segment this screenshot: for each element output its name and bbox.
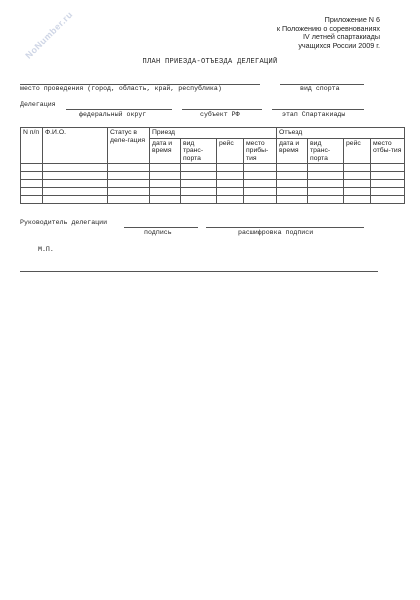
table-cell [244, 188, 277, 196]
table-cell [108, 180, 150, 188]
table-cell [21, 196, 43, 204]
stage-fill-line [272, 109, 364, 110]
table-cell [181, 164, 217, 172]
header-departure: Отъезд [277, 128, 405, 139]
table-cell [108, 164, 150, 172]
table-cell [244, 172, 277, 180]
appendix-line-1: Приложение N 6 [324, 15, 380, 24]
header-number: N п/п [21, 128, 43, 164]
table-cell [277, 172, 308, 180]
table-cell [308, 172, 344, 180]
table-cell [371, 196, 405, 204]
stamp-mark: М.П. [38, 246, 54, 253]
table-cell [217, 188, 244, 196]
table-cell [308, 180, 344, 188]
table-cell [43, 188, 108, 196]
header-departure-transport: вид транс-порта [308, 138, 344, 164]
bottom-divider [20, 271, 378, 272]
header-arrival-place: место прибы-тия [244, 138, 277, 164]
table-cell [217, 180, 244, 188]
table-cell [21, 172, 43, 180]
table-cell [277, 196, 308, 204]
table-cell [108, 196, 150, 204]
table-cell [344, 196, 371, 204]
table-cell [244, 164, 277, 172]
table-cell [150, 164, 181, 172]
table-cell [308, 196, 344, 204]
table-cell [150, 188, 181, 196]
header-status: Статус в деле-гация [108, 128, 150, 164]
subject-fill-line [182, 109, 262, 110]
signature-caption: подпись [144, 229, 172, 236]
table-cell [308, 188, 344, 196]
table-cell [217, 164, 244, 172]
federal-district-fill-line [66, 109, 172, 110]
appendix-note [200, 16, 380, 50]
table-cell [181, 172, 217, 180]
table-cell [150, 172, 181, 180]
sport-caption: вид спорта [300, 85, 340, 92]
table-cell [344, 172, 371, 180]
table-cell [277, 180, 308, 188]
document-title: ПЛАН ПРИЕЗДА-ОТЪЕЗДА ДЕЛЕГАЦИЙ [142, 58, 278, 66]
table-row [21, 164, 405, 172]
table-cell [308, 164, 344, 172]
header-arrival-date: дата и время [150, 138, 181, 164]
header-departure-place: место отбы-тия [371, 138, 405, 164]
table-cell [217, 172, 244, 180]
header-arrival-transport: вид транс-порта [181, 138, 217, 164]
table-cell [277, 188, 308, 196]
table-cell [277, 164, 308, 172]
table-row [21, 196, 405, 204]
table-cell [43, 196, 108, 204]
table-cell [21, 164, 43, 172]
table-header-row [21, 128, 405, 139]
table-cell [244, 180, 277, 188]
table-cell [244, 196, 277, 204]
table-row [21, 172, 405, 180]
decoding-fill-line [206, 227, 364, 228]
table-cell [43, 172, 108, 180]
stage-caption: этап Спартакиады [282, 111, 346, 118]
table-cell [371, 188, 405, 196]
table-cell [108, 172, 150, 180]
table-cell [181, 188, 217, 196]
location-caption: место проведения (город, область, край, республика) [20, 85, 222, 92]
appendix-line-4: учащихся России 2009 г. [298, 40, 380, 50]
table-cell [21, 180, 43, 188]
header-arrival: Приезд [150, 128, 277, 139]
table-cell [21, 188, 43, 196]
decoding-caption: расшифровка подписи [238, 229, 314, 236]
table-cell [371, 164, 405, 172]
schedule-table [20, 127, 405, 204]
table-cell [344, 188, 371, 196]
table-cell [371, 172, 405, 180]
table-cell [150, 180, 181, 188]
table-cell [43, 164, 108, 172]
table-cell [181, 196, 217, 204]
table-cell [344, 180, 371, 188]
table-cell [108, 188, 150, 196]
table-body [21, 164, 405, 204]
table-cell [344, 164, 371, 172]
header-arrival-flight: рейс [217, 138, 244, 164]
header-departure-flight: рейс [344, 138, 371, 164]
signature-fill-line [124, 227, 198, 228]
table-cell [181, 180, 217, 188]
delegation-label: Делегация [20, 101, 56, 108]
head-label: Руководитель делегации [20, 219, 108, 226]
watermark-text: NoNumber.ru [23, 9, 75, 61]
header-name: Ф.И.О. [43, 128, 108, 164]
appendix-line-2: к Положению о соревнованиях [276, 23, 380, 33]
header-departure-date: дата и время [277, 138, 308, 164]
table-cell [217, 196, 244, 204]
table-cell [43, 180, 108, 188]
subject-caption: субъект РФ [200, 111, 240, 118]
table-cell [150, 196, 181, 204]
table-cell [371, 180, 405, 188]
appendix-line-3: IV летней спартакиады [302, 32, 380, 42]
table-row [21, 180, 405, 188]
table-row [21, 188, 405, 196]
federal-district-caption: федеральный округ [79, 111, 147, 118]
